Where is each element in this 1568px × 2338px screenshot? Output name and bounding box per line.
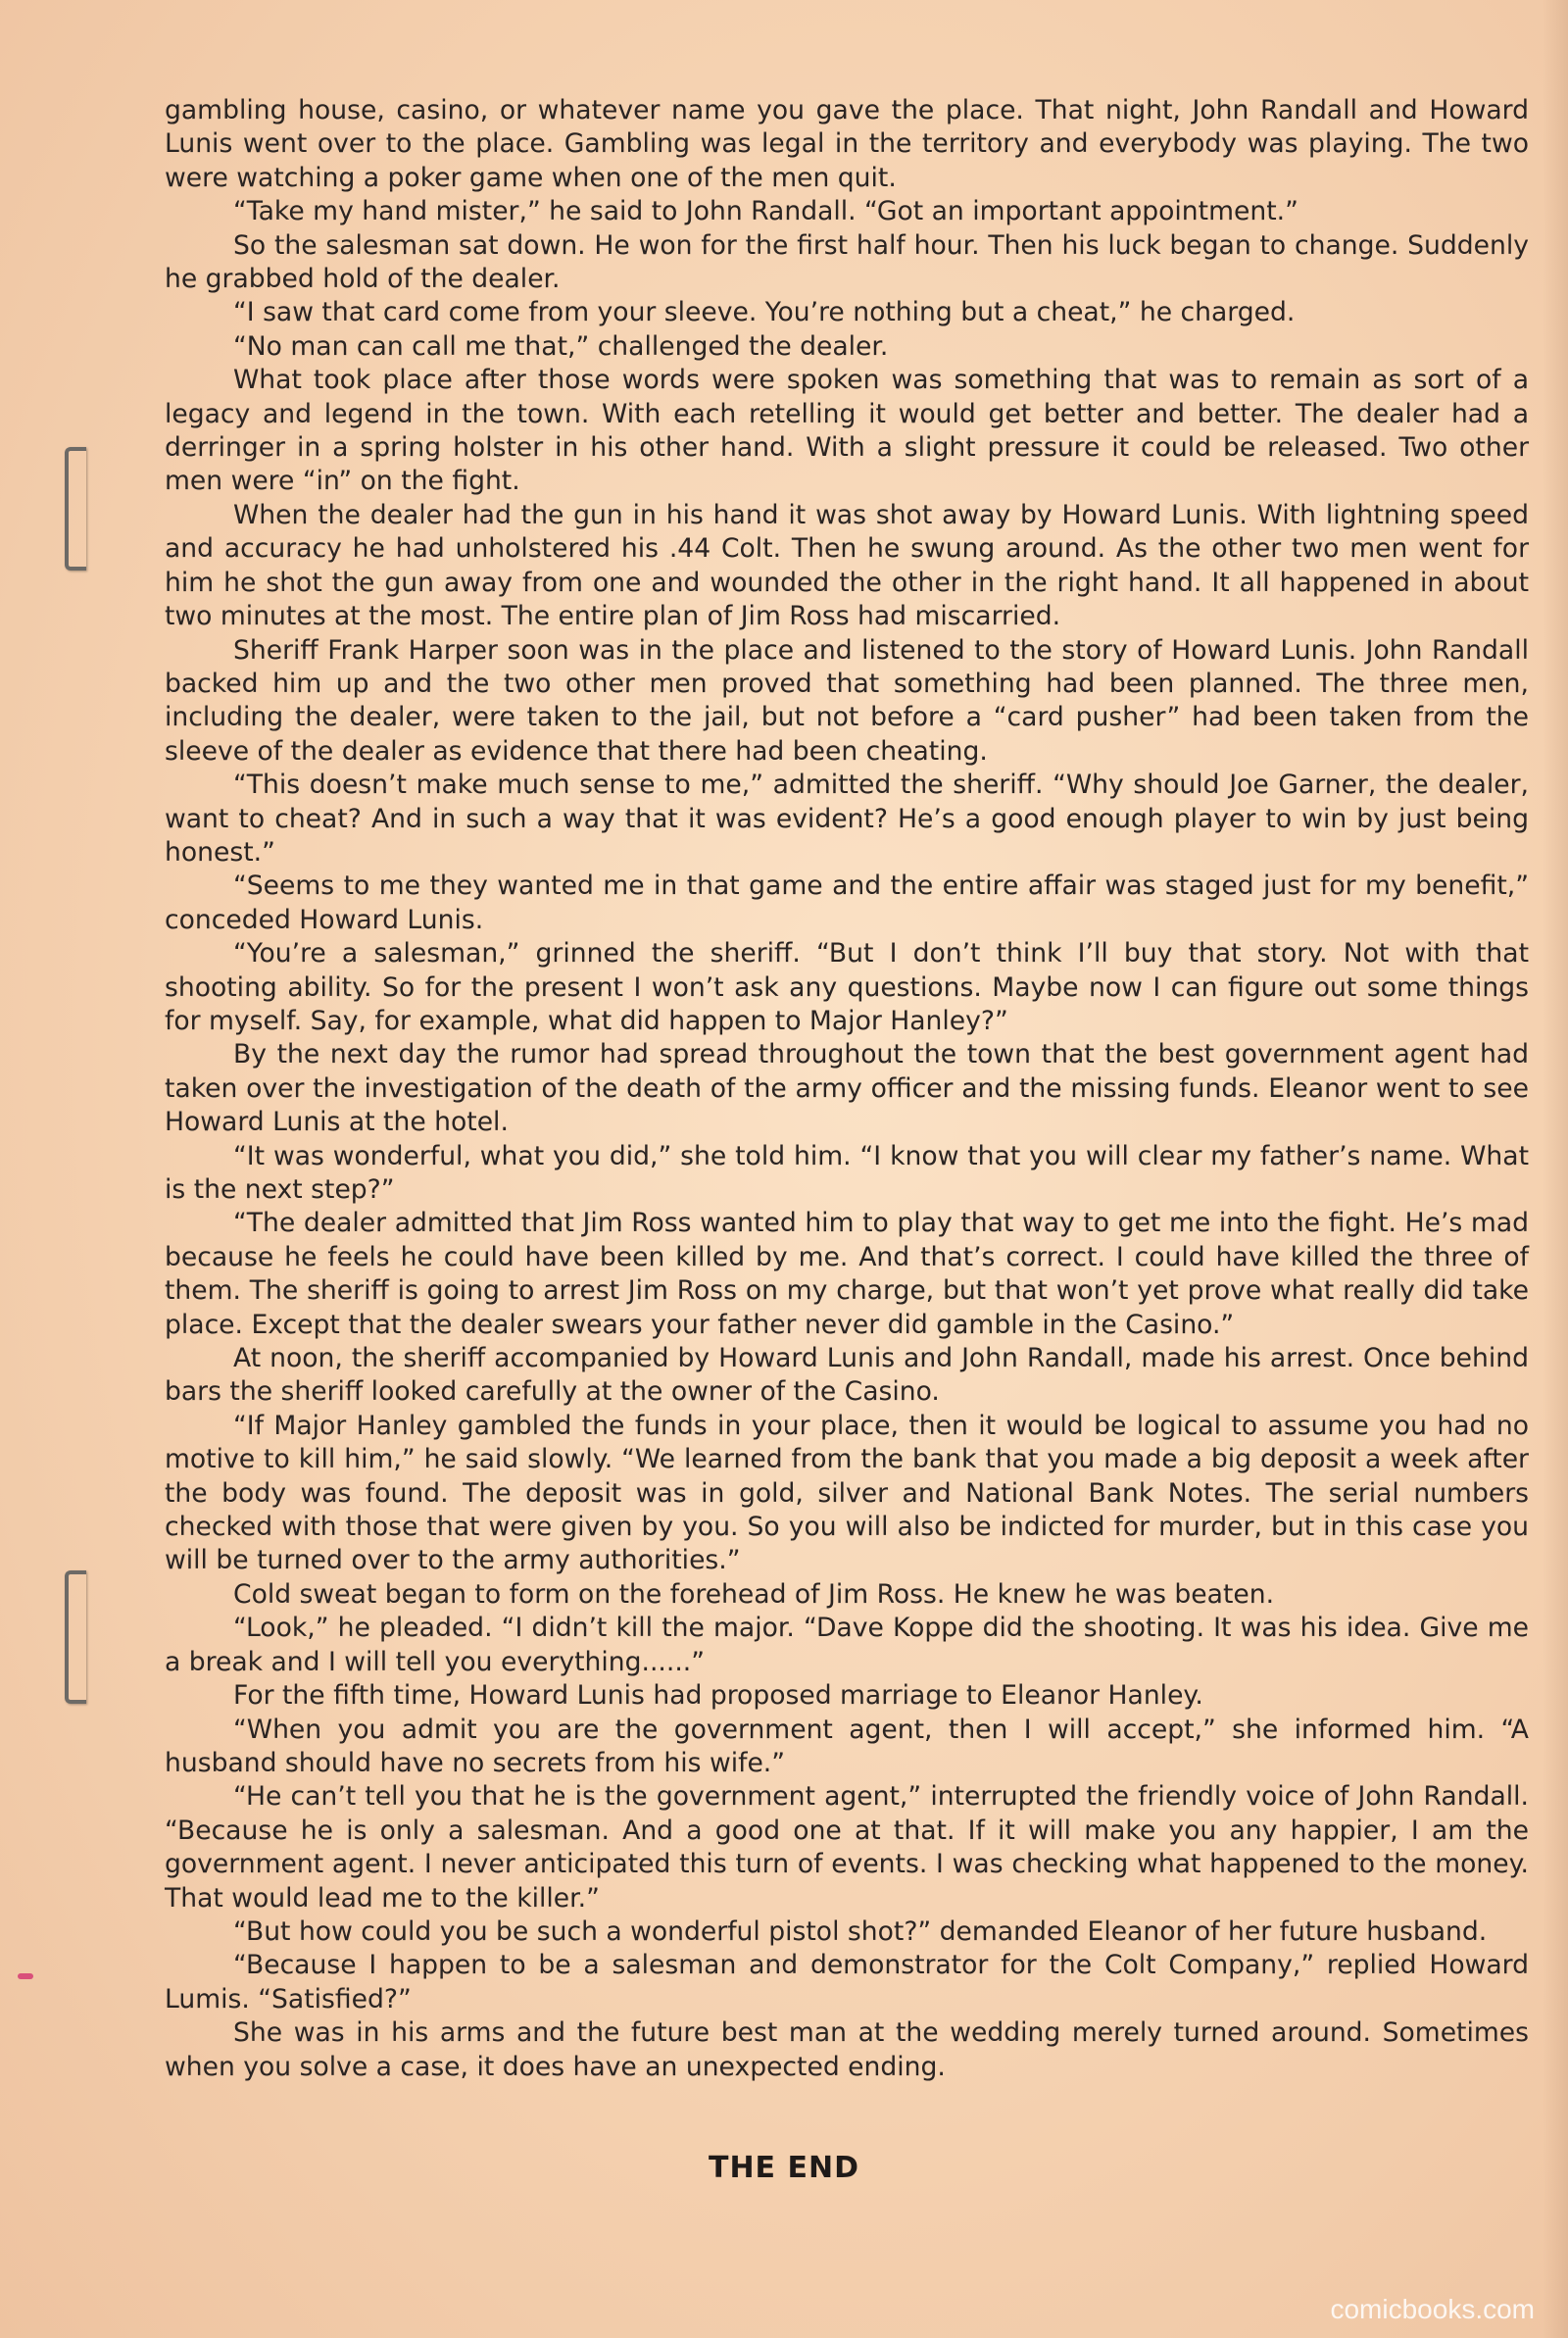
story-paragraph: “It was wonderful, what you did,” she told him. “I know that you will clear my father’s name. What is the next step?”	[165, 1140, 1529, 1205]
story-text	[165, 94, 1529, 2084]
story-paragraph: “I saw that card come from your sleeve. You’re nothing but a cheat,” he charged.	[233, 297, 1296, 328]
story-paragraph: “This doesn’t make much sense to me,” admitted the sheriff. “Why should Joe Garner, the dealer, want to cheat? And in such a way that it was evident? He’s a good enough player to win by just being honest.”	[165, 770, 1529, 868]
story-paragraph: When the dealer had the gun in his hand it was shot away by Howard Lunis. With lightning speed and accuracy he had unholstered his .44 Colt. Then he swung around. As the other two men went for him he shot the gun away from one and wounded the other in the right hand. It all happened in about two minutes at the most. The entire plan of Jim Ross had miscarried.	[165, 499, 1529, 632]
story-paragraph: “Take my hand mister,” he said to John Randall. “Got an important appointment.”	[233, 196, 1298, 227]
watermark: comicbooks.com	[1330, 2294, 1535, 2324]
story-paragraph: “He can’t tell you that he is the government agent,” interrupted the friendly voice of John Randall. “Because he is only a salesman. And a good one at that. If it will make you any happier, I am the government agent. I never anticipated this turn of events. I was checking what happened to the money. That would lead me to the killer.”	[165, 1781, 1529, 1914]
ink-mark	[18, 1973, 33, 1979]
story-paragraph: “Look,” he pleaded. “I didn’t kill the major. “Dave Koppe did the shooting. It was his idea. Give me a break and I will tell you everything......”	[165, 1613, 1529, 1677]
story-paragraph: “If Major Hanley gambled the funds in your place, then it would be logical to assume you had no motive to kill him,” he said slowly. “We learned from the bank that you made a big deposit a week after the body was found. The deposit was in gold, silver and National Bank Notes. The serial numbers checked with those that were given by you. So you will also be indicted for murder, but in this case you will be turned over to the army authorities.”	[165, 1410, 1529, 1576]
story-paragraph: “Because I happen to be a salesman and demonstrator for the Colt Company,” replied Howard Lumis. “Satisfied?”	[165, 1950, 1529, 2015]
story-paragraph: At noon, the sheriff accompanied by Howard Lunis and John Randall, made his arrest. Once behind bars the sheriff looked carefully at the owner of the Casino.	[165, 1343, 1529, 1408]
story-paragraph: She was in his arms and the future best man at the wedding merely turned around. Sometimes when you solve a case, it does have an unexpected ending.	[165, 2017, 1529, 2082]
story-paragraph: gambling house, casino, or whatever name you gave the place. That night, John Randall and Howard Lunis went over to the place. Gambling was legal in the territory and everybody was playing. The two were watching a poker game when one of the men quit.	[165, 95, 1529, 193]
story-paragraph: “You’re a salesman,” grinned the sheriff. “But I don’t think I’ll buy that story. Not with that shooting ability. So for the present I won’t ask any questions. Maybe now I can figure out some things for myself. Say, for example, what did happen to Major Hanley?”	[165, 938, 1529, 1036]
story-paragraph: So the salesman sat down. He won for the first half hour. Then his luck began to change. Suddenly he grabbed hold of the dealer.	[165, 229, 1529, 295]
staple-top	[65, 447, 86, 571]
story-paragraph: “But how could you be such a wonderful pistol shot?” demanded Eleanor of her future husband.	[233, 1915, 1488, 1947]
story-paragraph: By the next day the rumor had spread throughout the town that the best government agent had taken over the investigation of the death of the army officer and the missing funds. Eleanor went to see Howard Lunis at the hotel.	[165, 1039, 1529, 1138]
page-edge-shadow	[1543, 0, 1568, 2338]
story-paragraph: “No man can call me that,” challenged the dealer.	[233, 330, 889, 362]
story-paragraph: “The dealer admitted that Jim Ross wanted him to play that way to get me into the fight. He’s mad because he feels he could have been killed by me. And that’s correct. I could have killed the three of them. The sheriff is going to arrest Jim Ross on my charge, but that won’t yet prove what really did take place. Except that the dealer swears your father never did gamble in the Casino.”	[165, 1208, 1529, 1340]
story-paragraph: What took place after those words were spoken was something that was to remain as sort of a legacy and legend in the town. With each retelling it would get better and better. The dealer had a derringer in a spring holster in his other hand. With a slight pressure it could be released. Two other men were “in” on the fight.	[165, 365, 1529, 497]
story-paragraph: For the fifth time, Howard Lunis had proposed marriage to Eleanor Hanley.	[233, 1680, 1203, 1712]
story-paragraph: “Seems to me they wanted me in that game and the entire affair was staged just for my benefit,” conceded Howard Lunis.	[165, 871, 1529, 935]
story-paragraph: Cold sweat began to form on the forehead of Jim Ross. He knew he was beaten.	[233, 1578, 1275, 1610]
the-end-label: THE END	[708, 2151, 859, 2185]
staple-bottom	[65, 1570, 86, 1704]
story-paragraph: “When you admit you are the government agent, then I will accept,” she informed him. “A husband should have no secrets from his wife.”	[165, 1714, 1529, 1778]
story-paragraph: Sheriff Frank Harper soon was in the place and listened to the story of Howard Lunis. John Randall backed him up and the two other men proved that something had been planned. The three men, including the dealer, were taken to the jail, but not before a “card pusher” had been taken from the sleeve of the dealer as evidence that there had been cheating.	[165, 634, 1529, 767]
